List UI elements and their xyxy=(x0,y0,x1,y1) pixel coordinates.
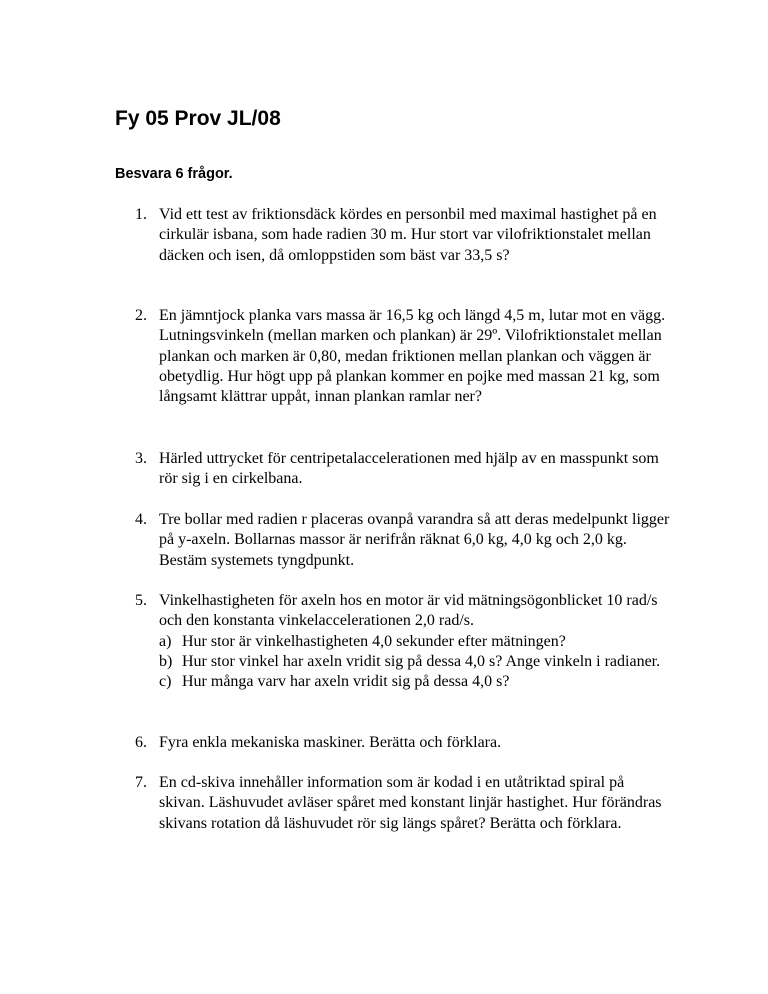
question-number: 4. xyxy=(135,511,147,528)
question-text: Vid ett test av friktionsdäck kördes en personbil med maximal hastighet på en cirkulär isbana, som hade radien 30 m. Hur stort var vilofriktionstalet mellan däcken och isen, då omloppstiden som bäst var 33,5 s? xyxy=(159,206,657,264)
sub-question-text: Hur många varv har axeln vridit sig på dessa 4,0 s? xyxy=(182,673,510,691)
question-text: Fyra enkla mekaniska maskiner. Berätta och förklara. xyxy=(159,734,502,751)
sub-question-label: a) xyxy=(159,632,172,650)
sub-question-label: c) xyxy=(159,673,172,691)
question-4 xyxy=(135,510,670,571)
question-number: 2. xyxy=(135,307,147,324)
sub-question-text: Hur stor är vinkelhastigheten 4,0 sekunder efter mätningen? xyxy=(182,632,566,650)
question-text: Härled uttrycket för centripetalaccelerationen med hjälp av en masspunkt som rör sig i en cirkelbana. xyxy=(159,450,659,488)
question-text: Tre bollar med radien r placeras ovanpå varandra så att deras medelpunkt ligger på y-axeln. Bollarnas massor är nerifrån räknat 6,0 kg, 4,0 kg och 2,0 kg. Bestäm systemets tyngdpunkt. xyxy=(159,511,670,569)
sub-question-c xyxy=(159,672,670,692)
question-7 xyxy=(135,773,670,834)
question-number: 1. xyxy=(135,206,147,223)
question-number: 7. xyxy=(135,774,147,791)
question-number: 3. xyxy=(135,450,147,467)
question-5 xyxy=(135,591,670,692)
sub-question-b xyxy=(159,652,670,672)
question-3 xyxy=(135,449,670,490)
instruction-heading: Besvara 6 frågor. xyxy=(115,166,233,182)
question-number: 5. xyxy=(135,592,147,609)
question-number: 6. xyxy=(135,734,147,751)
sub-question-a xyxy=(159,632,670,652)
sub-question-label: b) xyxy=(159,652,173,670)
question-text: Vinkelhastigheten för axeln hos en motor är vid mätningsögonblicket 10 rad/s och den konstanta vinkelaccelerationen 2,0 rad/s. xyxy=(159,592,658,630)
question-text: En jämntjock planka vars massa är 16,5 kg och längd 4,5 m, lutar mot en vägg. Lutningsvinkeln (mellan marken och plankan) är 29º. Vilofriktionstalet mellan plankan och marken är 0,80, medan friktionen mellan plankan och väggen är obetydlig. Hur högt upp på plankan kommer en pojke med massan 21 kg, som långsamt klättrar uppåt, innan plankan ramlar ner? xyxy=(159,307,666,406)
page-title: Fy 05 Prov JL/08 xyxy=(115,107,281,130)
question-2 xyxy=(135,306,670,407)
sub-question-text: Hur stor vinkel har axeln vridit sig på dessa 4,0 s? Ange vinkeln i radianer. xyxy=(182,652,661,670)
question-6 xyxy=(135,733,670,753)
question-text: En cd-skiva innehåller information som är kodad i en utåtriktad spiral på skivan. Läshuvudet avläser spåret med konstant linjär hastighet. Hur förändras skivans rotation då läshuvudet rör sig längs spåret? Berätta och förklara. xyxy=(159,774,662,832)
question-1 xyxy=(135,205,670,266)
